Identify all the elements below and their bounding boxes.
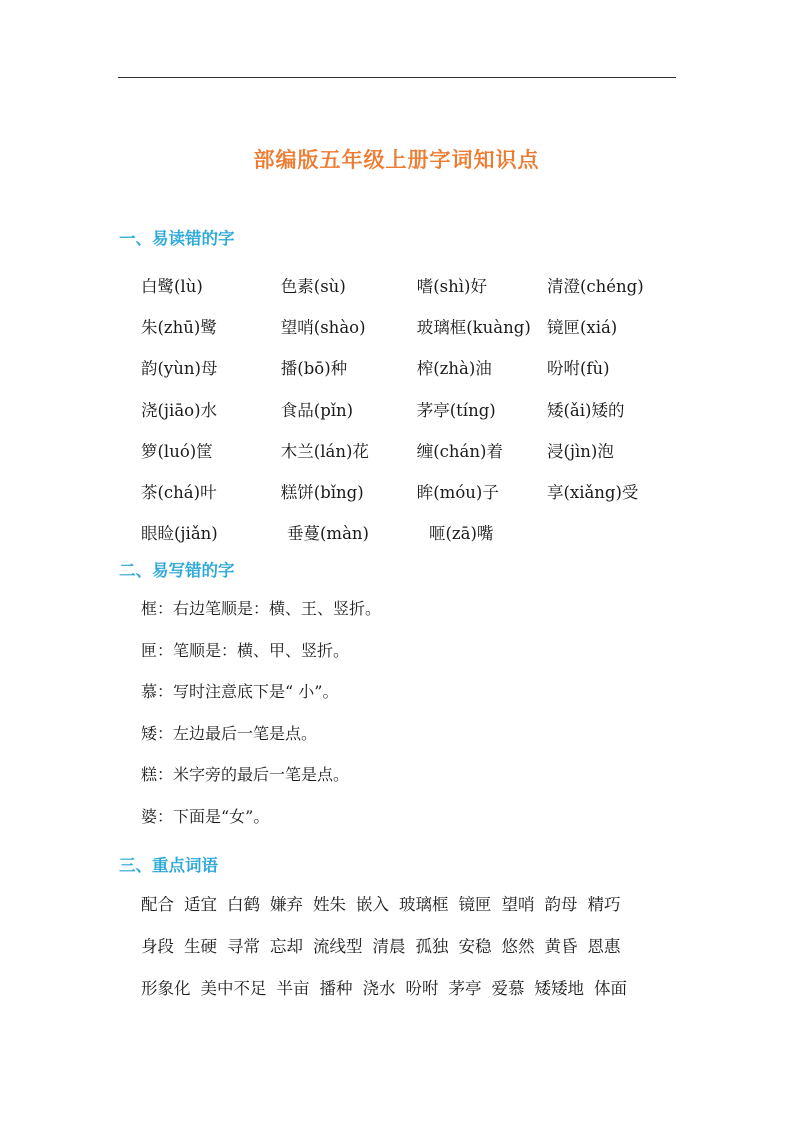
key-word: 精巧 xyxy=(587,895,621,914)
word-pinyin: 食品(pǐn) xyxy=(280,400,354,420)
grid-row xyxy=(141,347,681,388)
key-word: 体面 xyxy=(594,979,627,998)
word-pinyin: 榨(zhà)油 xyxy=(416,359,492,379)
word-pinyin: 吩咐(fù) xyxy=(546,359,610,379)
writing-note: 矮：左边最后一笔是点。 xyxy=(141,723,318,743)
writing-note: 慕：写时注意底下是“ 小”。 xyxy=(141,682,339,701)
section1-heading: 一、易读错的字 xyxy=(119,229,235,248)
key-word: 爱慕 xyxy=(491,979,525,998)
writing-note: 匣：笔顺是：横、甲、竖折。 xyxy=(141,640,350,660)
word-pinyin: 箩(luó)筐 xyxy=(141,441,213,461)
key-word: 配合 xyxy=(141,895,174,914)
word-pinyin: 浇(jiāo)水 xyxy=(141,400,218,420)
word-pinyin: 白鹭(lù) xyxy=(141,276,203,296)
key-word: 白鹤 xyxy=(227,895,260,914)
word-pinyin: 糕饼(bǐng) xyxy=(280,483,364,503)
word-pinyin: 韵(yùn)母 xyxy=(141,359,218,379)
page-title: 部编版五年级上册字词知识点 xyxy=(253,148,540,172)
key-word: 吩咐 xyxy=(405,979,439,998)
word-pinyin: 缠(chán)着 xyxy=(416,441,503,461)
grid-row xyxy=(141,388,681,429)
key-word: 适宜 xyxy=(184,895,217,914)
key-word: 安稳 xyxy=(458,937,492,956)
key-word: 镜匣 xyxy=(458,895,492,914)
word-pinyin: 矮(ǎi)矮的 xyxy=(546,400,625,420)
key-word: 美中不足 xyxy=(200,979,267,998)
key-word: 矮矮地 xyxy=(534,979,584,998)
grid-row xyxy=(141,470,681,511)
word-pinyin: 咂(zā)嘴 xyxy=(429,524,494,544)
word-pinyin: 播(bō)种 xyxy=(280,359,348,379)
key-word: 播种 xyxy=(319,979,353,998)
key-word: 浇水 xyxy=(362,979,396,998)
word-pinyin: 享(xiǎng)受 xyxy=(546,483,639,503)
word-pinyin: 垂蔓(màn) xyxy=(287,524,369,544)
grid-row xyxy=(141,512,681,553)
word-pinyin: 木兰(lán)花 xyxy=(280,441,369,461)
writing-note: 框：右边笔顺是：横、王、竖折。 xyxy=(141,599,382,618)
writing-note: 糕：米字旁的最后一笔是点。 xyxy=(141,765,350,784)
word-pinyin: 望哨(shào) xyxy=(280,317,366,337)
key-word: 嫌弃 xyxy=(270,895,303,914)
section2-heading: 二、易写错的字 xyxy=(119,561,235,580)
key-word: 孤独 xyxy=(415,937,449,956)
key-word: 韵母 xyxy=(544,895,578,914)
key-word: 恩惠 xyxy=(587,937,621,956)
writing-note: 婆：下面是“女”。 xyxy=(141,806,270,826)
word-pinyin: 镜匣(xiá) xyxy=(546,317,618,337)
pronunciation-grid xyxy=(141,264,681,553)
key-word: 茅亭 xyxy=(448,979,482,998)
word-pinyin: 茅亭(tíng) xyxy=(416,400,496,420)
key-word: 姓朱 xyxy=(313,895,346,914)
section3-heading: 三、重点词语 xyxy=(119,856,218,875)
word-pinyin: 玻璃框(kuàng) xyxy=(416,317,531,337)
key-word: 身段 xyxy=(141,937,174,956)
word-pinyin: 眼睑(jiǎn) xyxy=(141,524,218,544)
word-pinyin: 嗜(shì)好 xyxy=(416,276,487,296)
grid-row xyxy=(141,429,681,470)
key-word: 流线型 xyxy=(313,937,363,956)
word-pinyin: 眸(móu)子 xyxy=(416,483,499,503)
key-word: 忘却 xyxy=(270,937,303,956)
key-word: 望哨 xyxy=(501,895,535,914)
word-pinyin: 色素(sù) xyxy=(280,276,346,296)
word-row xyxy=(141,966,681,1008)
header-rule xyxy=(118,77,676,78)
key-word: 半亩 xyxy=(276,979,310,998)
key-word: 寻常 xyxy=(227,937,260,956)
grid-row xyxy=(141,305,681,346)
key-word: 嵌入 xyxy=(356,895,389,914)
key-word: 清晨 xyxy=(372,937,406,956)
key-word: 玻璃框 xyxy=(399,895,449,914)
key-word: 生硬 xyxy=(184,937,217,956)
grid-row xyxy=(141,264,681,305)
word-pinyin: 茶(chá)叶 xyxy=(141,483,217,503)
key-word: 悠然 xyxy=(501,937,535,956)
word-pinyin: 浸(jìn)泡 xyxy=(546,441,614,461)
word-pinyin: 朱(zhū)鹭 xyxy=(141,317,217,337)
key-words xyxy=(141,882,681,1008)
key-word: 黄昏 xyxy=(544,937,578,956)
writing-notes xyxy=(141,588,381,837)
word-pinyin: 清澄(chéng) xyxy=(546,276,644,296)
word-row xyxy=(141,924,681,966)
key-word: 形象化 xyxy=(141,979,191,998)
word-row xyxy=(141,882,681,924)
